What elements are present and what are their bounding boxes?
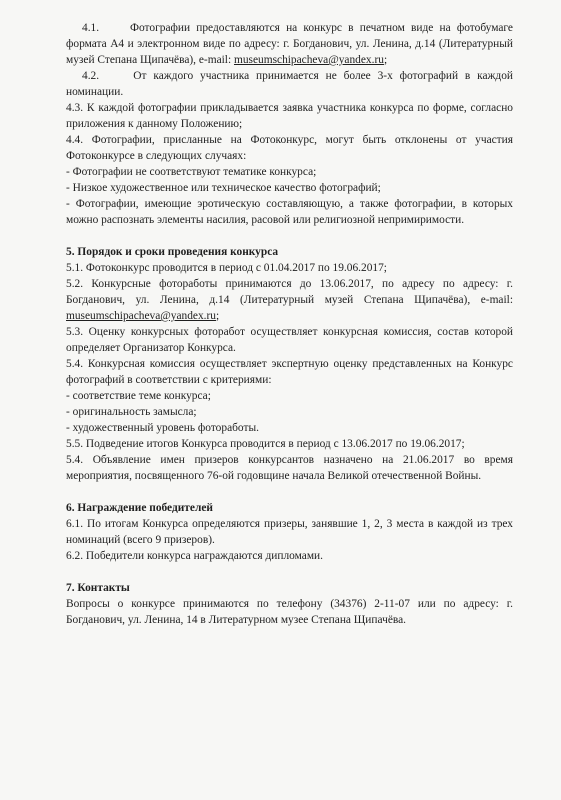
paragraph-4-1: 4.1. Фотографии предоставляются на конкурс в печатном виде на фотобумаге формата А4 и электронном виде по адресу: г. Богданович, ул. Ленина, д.14 (Литературный музей Степана Щипачёва), e-mail: museumschipacheva@yandex.ru; bbox=[66, 22, 513, 66]
list-item: - Низкое художественное или техническое качество фотографий; bbox=[66, 182, 381, 194]
section-7-heading: 7. Контакты bbox=[66, 582, 130, 594]
list-item: - художественный уровень фотоработы. bbox=[66, 422, 259, 434]
paragraph-5-3: 5.3. Оценку конкурсных фоторабот осуществляет конкурсная комиссия, состав которой определяет Организатор Конкурса. bbox=[66, 326, 513, 354]
email-link[interactable]: museumschipacheva@yandex.ru bbox=[66, 310, 216, 322]
list-item: - Фотографии, имеющие эротическую составляющую, а также фотографии, в которых можно распознать элементы насилия, расовой или религиозной непримиримости. bbox=[66, 198, 513, 226]
paragraph-5-5: 5.5. Подведение итогов Конкурса проводится в период с 13.06.2017 по 19.06.2017; bbox=[66, 438, 465, 450]
paragraph-7-1: Вопросы о конкурсе принимаются по телефону (34376) 2-11-07 или по адресу: г. Богданович, ул. Ленина, 14 в Литературном музее Степана Щипачёва. bbox=[66, 598, 513, 626]
paragraph-4-2: 4.2. От каждого участника принимается не более 3-х фотографий в каждой номинации. bbox=[66, 70, 513, 98]
paragraph-4-3: 4.3. К каждой фотографии прикладывается заявка участника конкурса по форме, согласно приложения к данному Положению; bbox=[66, 102, 513, 130]
list-item: - оригинальность замысла; bbox=[66, 406, 197, 418]
paragraph-6-1: 6.1. По итогам Конкурса определяются призеры, занявшие 1, 2, 3 места в каждой из трех номинаций (всего 9 призеров). bbox=[66, 518, 513, 546]
list-item: - соответствие теме конкурса; bbox=[66, 390, 211, 402]
paragraph-4-4: 4.4. Фотографии, присланные на Фотоконкурс, могут быть отклонены от участия Фотоконкурсе в следующих случаях: bbox=[66, 134, 513, 162]
list-item: - Фотографии не соответствуют тематике конкурса; bbox=[66, 166, 317, 178]
paragraph-5-6: 5.4. Объявление имен призеров конкурсантов назначено на 21.06.2017 во время мероприятия, посвященного 76-ой годовщине начала Великой отечественной Войны. bbox=[66, 454, 513, 482]
paragraph-6-2: 6.2. Победители конкурса награждаются дипломами. bbox=[66, 550, 323, 562]
paragraph-5-1: 5.1. Фотоконкурс проводится в период с 01.04.2017 по 19.06.2017; bbox=[66, 262, 387, 274]
paragraph-5-4: 5.4. Конкурсная комиссия осуществляет экспертную оценку представленных на Конкурс фотографий в соответствии с критериями: bbox=[66, 358, 513, 386]
section-6-heading: 6. Награждение победителей bbox=[66, 502, 213, 514]
section-5-heading: 5. Порядок и сроки проведения конкурса bbox=[66, 246, 279, 258]
email-link[interactable]: museumschipacheva@yandex.ru bbox=[233, 54, 384, 66]
paragraph-5-2: 5.2. Конкурсные фотоработы принимаются до 13.06.2017, по адресу по адресу: г. Богданович, ул. Ленина, д.14 (Литературный музей Степана Щипачёва), e-mail: museumschipacheva@yandex.ru; bbox=[66, 278, 513, 322]
